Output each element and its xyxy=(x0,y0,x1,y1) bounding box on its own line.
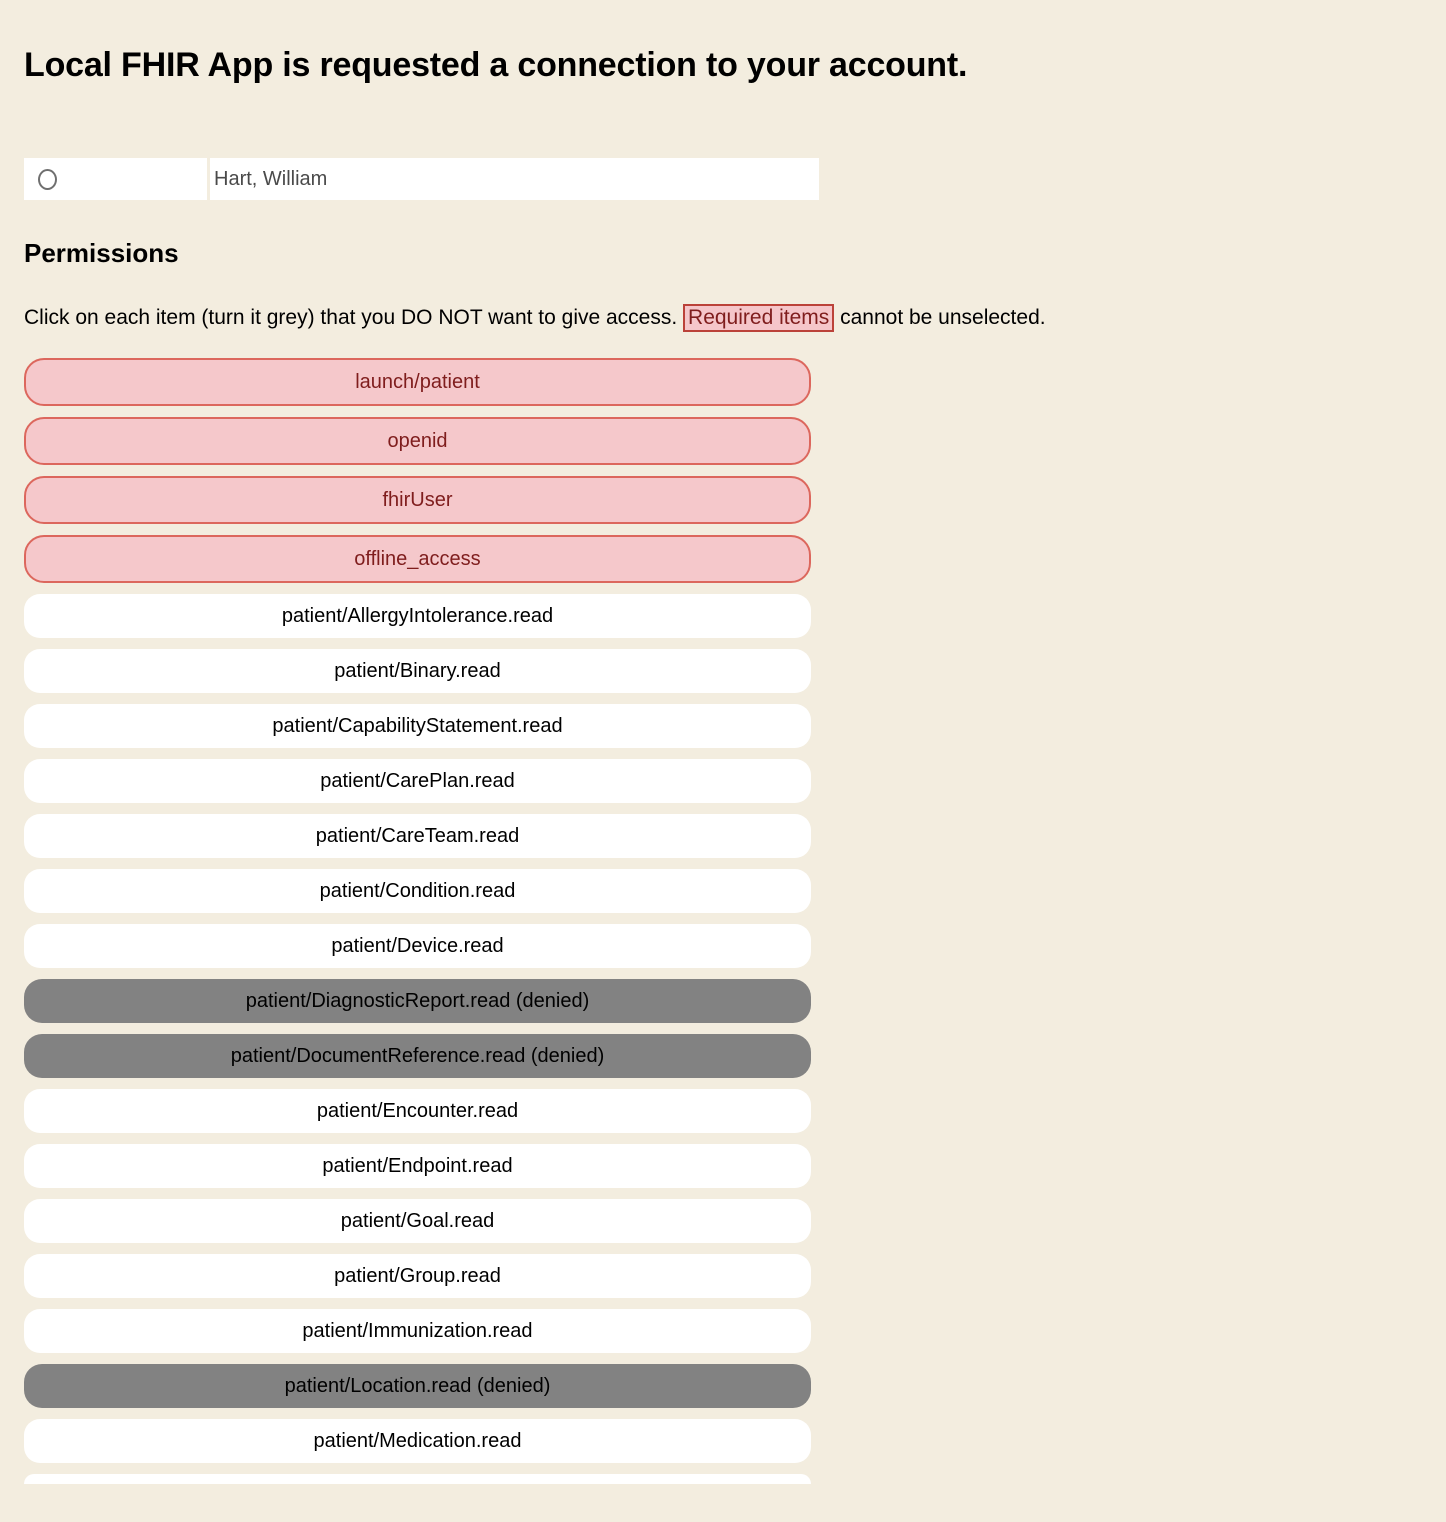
permissions-heading: Permissions xyxy=(24,238,179,269)
permission-item[interactable] xyxy=(24,1309,811,1353)
permission-item[interactable] xyxy=(24,1254,811,1298)
permission-label: patient/Group.read xyxy=(334,1264,501,1287)
permission-item[interactable] xyxy=(24,1419,811,1463)
instruction-suffix: cannot be unselected. xyxy=(834,306,1046,330)
permission-label: offline_access xyxy=(354,547,481,570)
permission-item[interactable] xyxy=(24,649,811,693)
permission-item[interactable] xyxy=(24,704,811,748)
permission-label: openid xyxy=(387,429,448,452)
permission-item[interactable] xyxy=(24,1034,811,1078)
patient-name: Hart, William xyxy=(214,167,328,190)
main-content xyxy=(0,46,1446,1484)
instruction-text xyxy=(24,305,1446,331)
permission-item[interactable] xyxy=(24,417,811,465)
permission-item[interactable] xyxy=(24,1144,811,1188)
instruction-prefix: Click on each item (turn it grey) that you DO NOT want to give access. xyxy=(24,306,684,330)
page-title: Local FHIR App is requested a connection to your account. xyxy=(24,46,968,84)
permission-label: patient/DiagnosticReport.read (denied) xyxy=(245,989,590,1012)
permission-item[interactable] xyxy=(24,1089,811,1133)
required-items-highlight: Required items xyxy=(683,304,834,332)
permission-label: patient/AllergyIntolerance.read xyxy=(281,604,554,627)
permission-item[interactable] xyxy=(24,924,811,968)
permission-label: patient/DocumentReference.read (denied) xyxy=(230,1044,605,1067)
permission-item[interactable] xyxy=(24,594,811,638)
permission-label: patient/Condition.read xyxy=(319,879,516,902)
permission-label: patient/Binary.read xyxy=(334,659,501,682)
permission-item[interactable] xyxy=(24,869,811,913)
permission-label: launch/patient xyxy=(355,370,480,393)
permission-label: patient/Goal.read xyxy=(340,1209,495,1232)
patient-select-row[interactable] xyxy=(24,158,819,200)
permission-label: patient/Encounter.read xyxy=(316,1099,519,1122)
permission-label: patient/Location.read (denied) xyxy=(284,1374,551,1397)
permission-label: patient/Medication.read xyxy=(313,1429,522,1452)
permission-label: patient/Endpoint.read xyxy=(322,1154,513,1177)
permission-item[interactable] xyxy=(24,1199,811,1243)
permission-item[interactable] xyxy=(24,814,811,858)
permission-item[interactable] xyxy=(24,1364,811,1408)
permissions-list xyxy=(24,358,811,1484)
permission-item[interactable] xyxy=(24,979,811,1023)
permission-item[interactable] xyxy=(24,535,811,583)
patient-name-cell[interactable] xyxy=(210,158,819,200)
permission-item[interactable] xyxy=(24,476,811,524)
patient-radio-cell[interactable] xyxy=(24,158,207,200)
permission-label: patient/CapabilityStatement.read xyxy=(272,714,563,737)
patient-radio[interactable] xyxy=(38,169,57,190)
permission-label: fhirUser xyxy=(382,488,453,511)
permission-item[interactable] xyxy=(24,358,811,406)
permission-label: patient/CarePlan.read xyxy=(320,769,515,792)
permission-label: patient/Immunization.read xyxy=(302,1319,533,1342)
permission-label: patient/Device.read xyxy=(331,934,504,957)
permission-label: patient/CareTeam.read xyxy=(315,824,520,847)
permission-item[interactable] xyxy=(24,759,811,803)
